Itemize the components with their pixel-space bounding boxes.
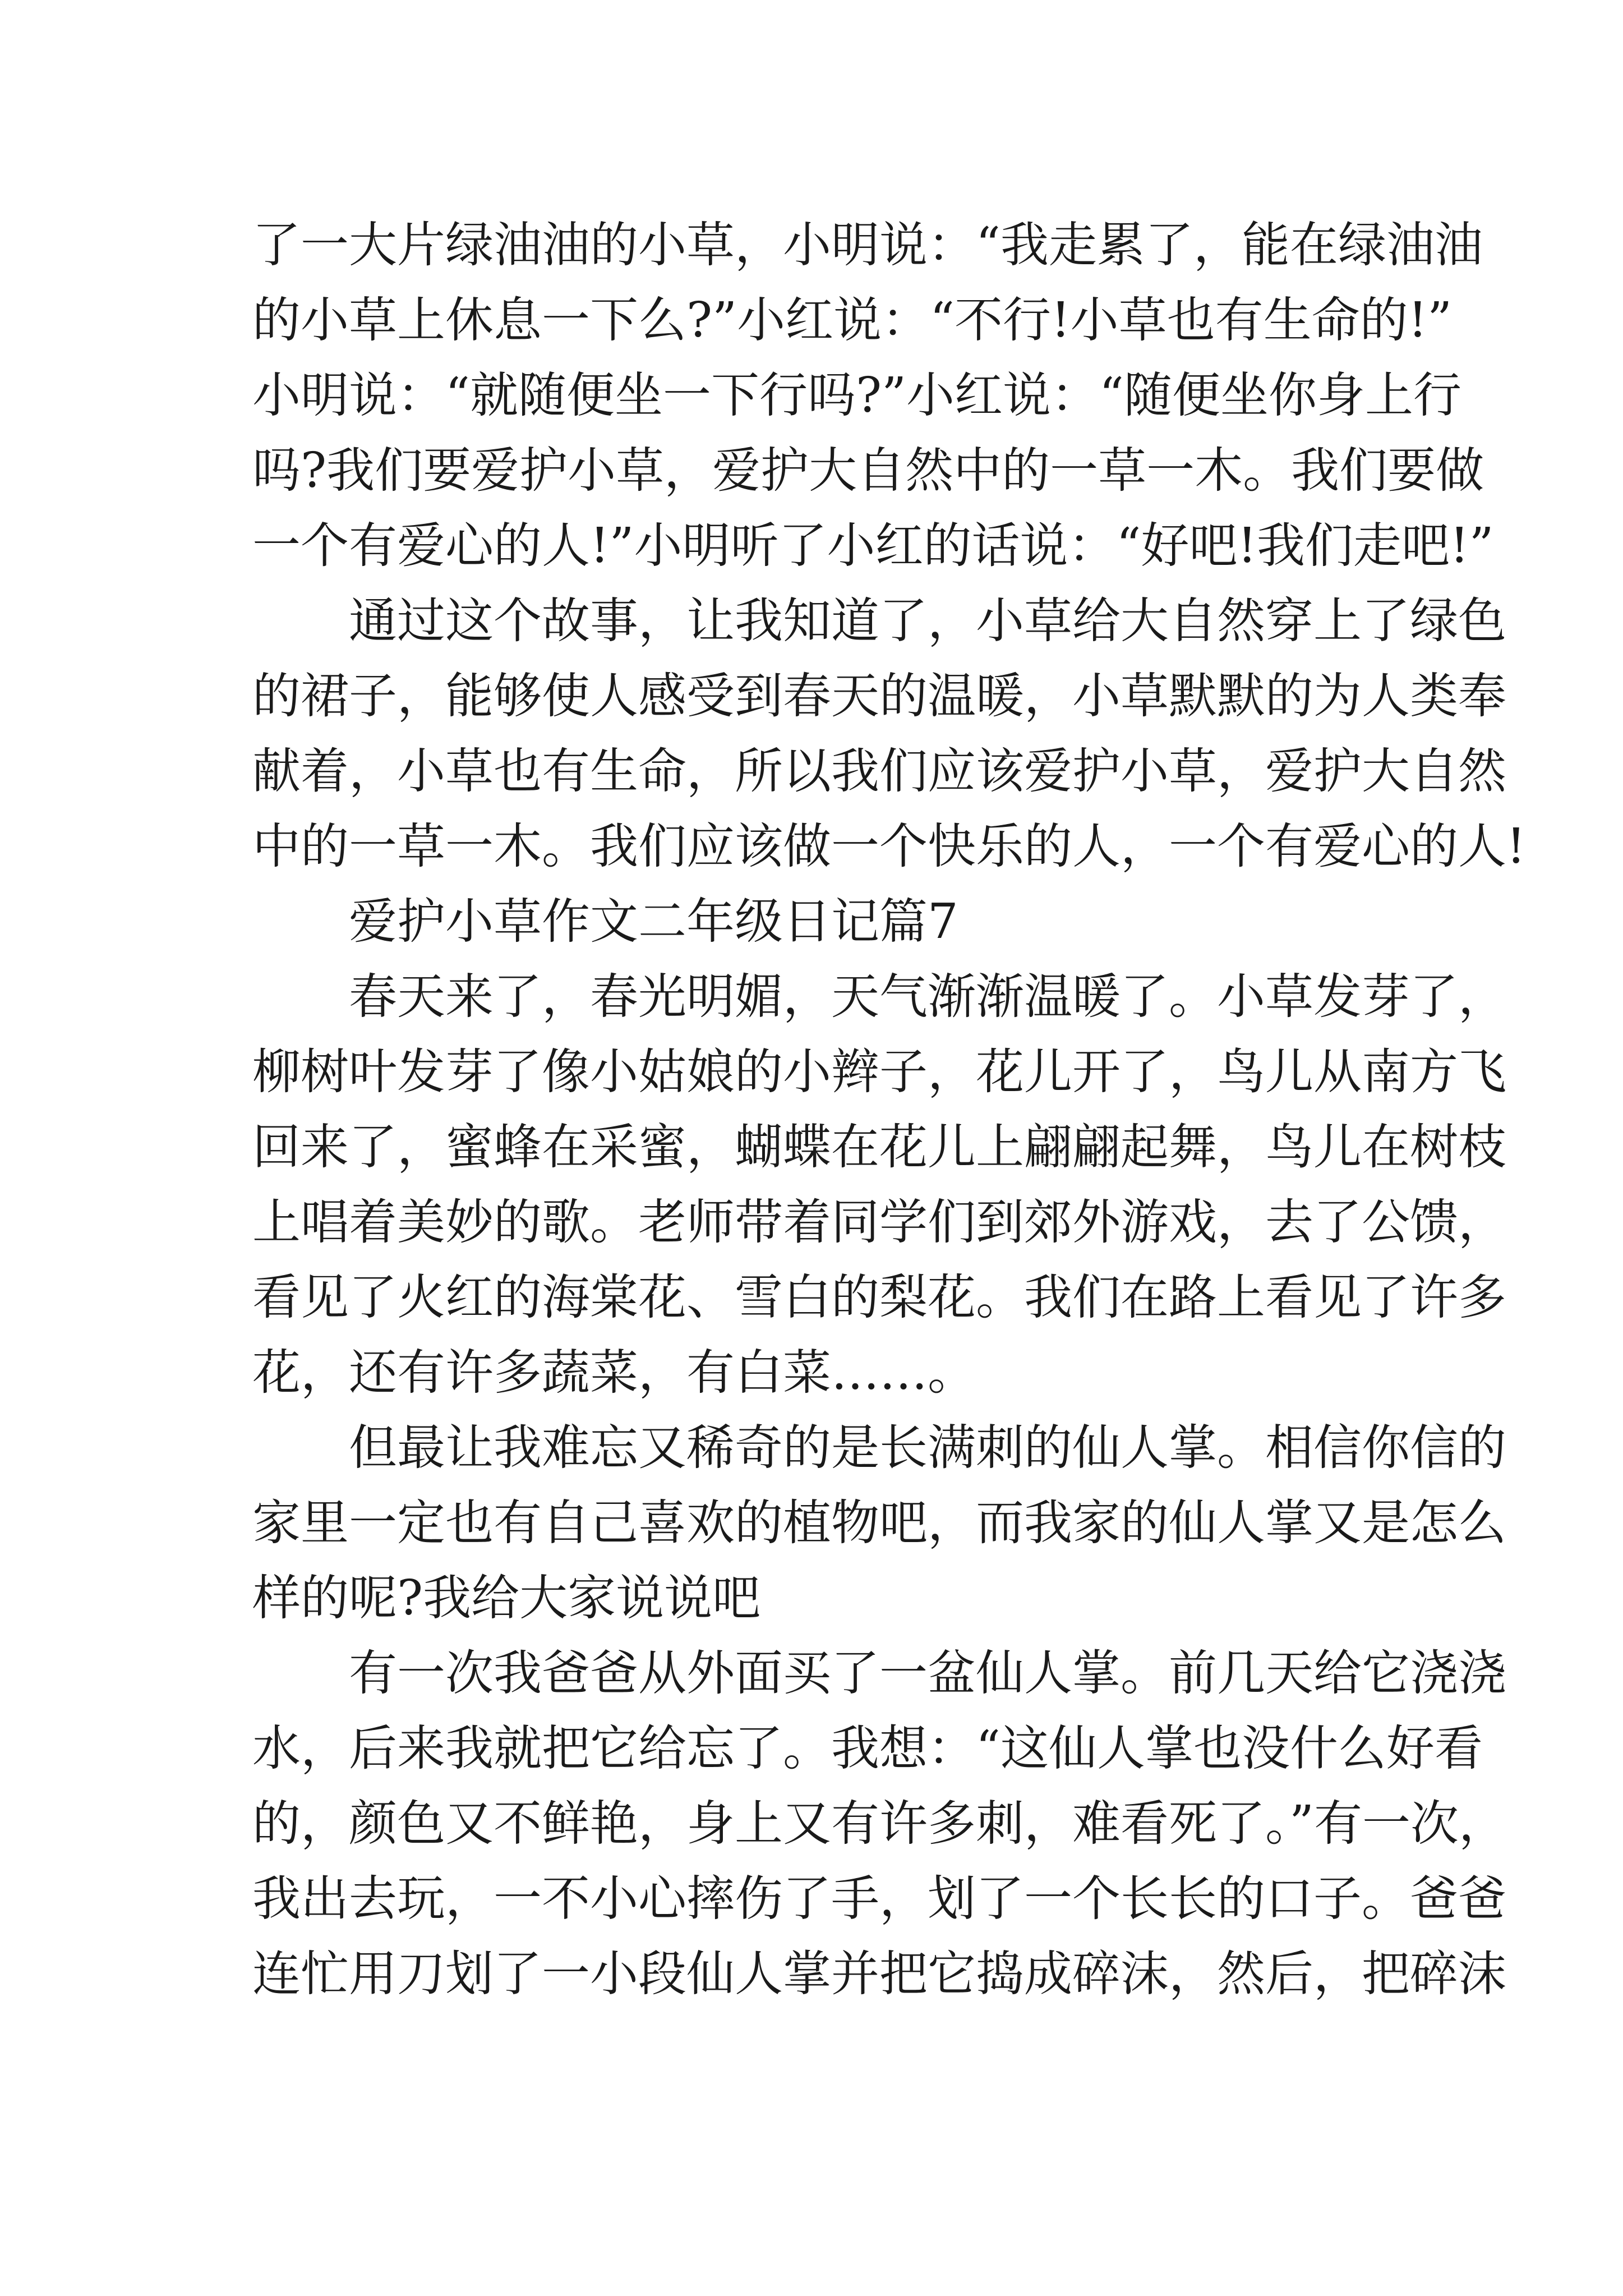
text-line: 吗?我们要爱护小草，爱护大自然中的一草一木。我们要做	[252, 443, 1484, 499]
paragraph-start-line: 但最让我难忘又稀奇的是长满刺的仙人掌。相信你信的	[349, 1420, 1506, 1476]
text-line: 了一大片绿油油的小草，小明说：“我走累了，能在绿油油	[252, 217, 1483, 273]
paragraph-start-line: 有一次我爸爸从外面买了一盆仙人掌。前几天给它浇浇	[349, 1645, 1506, 1701]
text-line: 上唱着美妙的歌。老师带着同学们到郊外游戏，去了公馈，	[252, 1194, 1506, 1250]
text-line: 回来了，蜜蜂在采蜜，蝴蝶在花儿上翩翩起舞，鸟儿在树枝	[252, 1119, 1506, 1175]
text-line: 家里一定也有自己喜欢的植物吧，而我家的仙人掌又是怎么	[252, 1495, 1506, 1551]
text-line: 花，还有许多蔬菜，有白菜……。	[252, 1345, 976, 1401]
text-line: 我出去玩，一不小心摔伤了手，划了一个长长的口子。爸爸	[252, 1871, 1506, 1927]
text-line: 水，后来我就把它给忘了。我想：“这仙人掌也没什么好看	[252, 1720, 1483, 1777]
section-heading: 爱护小草作文二年级日记篇7	[349, 894, 958, 950]
text-line: 看见了火红的海棠花、雪白的梨花。我们在路上看见了许多	[252, 1269, 1506, 1326]
text-line: 的裙子，能够使人感受到春天的温暖，小草默默的为人类奉	[252, 668, 1506, 724]
text-line: 柳树叶发芽了像小姑娘的小辫子，花儿开了，鸟儿从南方飞	[252, 1044, 1506, 1100]
text-line: 连忙用刀划了一小段仙人掌并把它捣成碎沫，然后，把碎沫	[252, 1946, 1506, 2002]
text-line: 样的呢?我给大家说说吧	[252, 1570, 761, 1626]
paragraph-start-line: 春天来了，春光明媚，天气渐渐温暖了。小草发芽了，	[349, 969, 1506, 1025]
text-line: 的，颜色又不鲜艳，身上又有许多刺，难看死了。”有一次，	[252, 1796, 1507, 1852]
text-line: 的小草上休息一下么?”小红说：“不行!小草也有生命的!”	[252, 292, 1453, 348]
document-body	[252, 208, 1526, 2012]
text-line: 中的一草一木。我们应该做一个快乐的人，一个有爱心的人!	[252, 818, 1526, 875]
text-line: 一个有爱心的人!”小明听了小红的话说：“好吧!我们走吧!”	[252, 518, 1494, 574]
text-line: 献着，小草也有生命，所以我们应该爱护小草，爱护大自然	[252, 743, 1506, 799]
paragraph-start-line: 通过这个故事，让我知道了，小草给大自然穿上了绿色	[349, 593, 1506, 649]
text-line: 小明说：“就随便坐一下行吗?”小红说：“随便坐你身上行	[252, 367, 1462, 424]
